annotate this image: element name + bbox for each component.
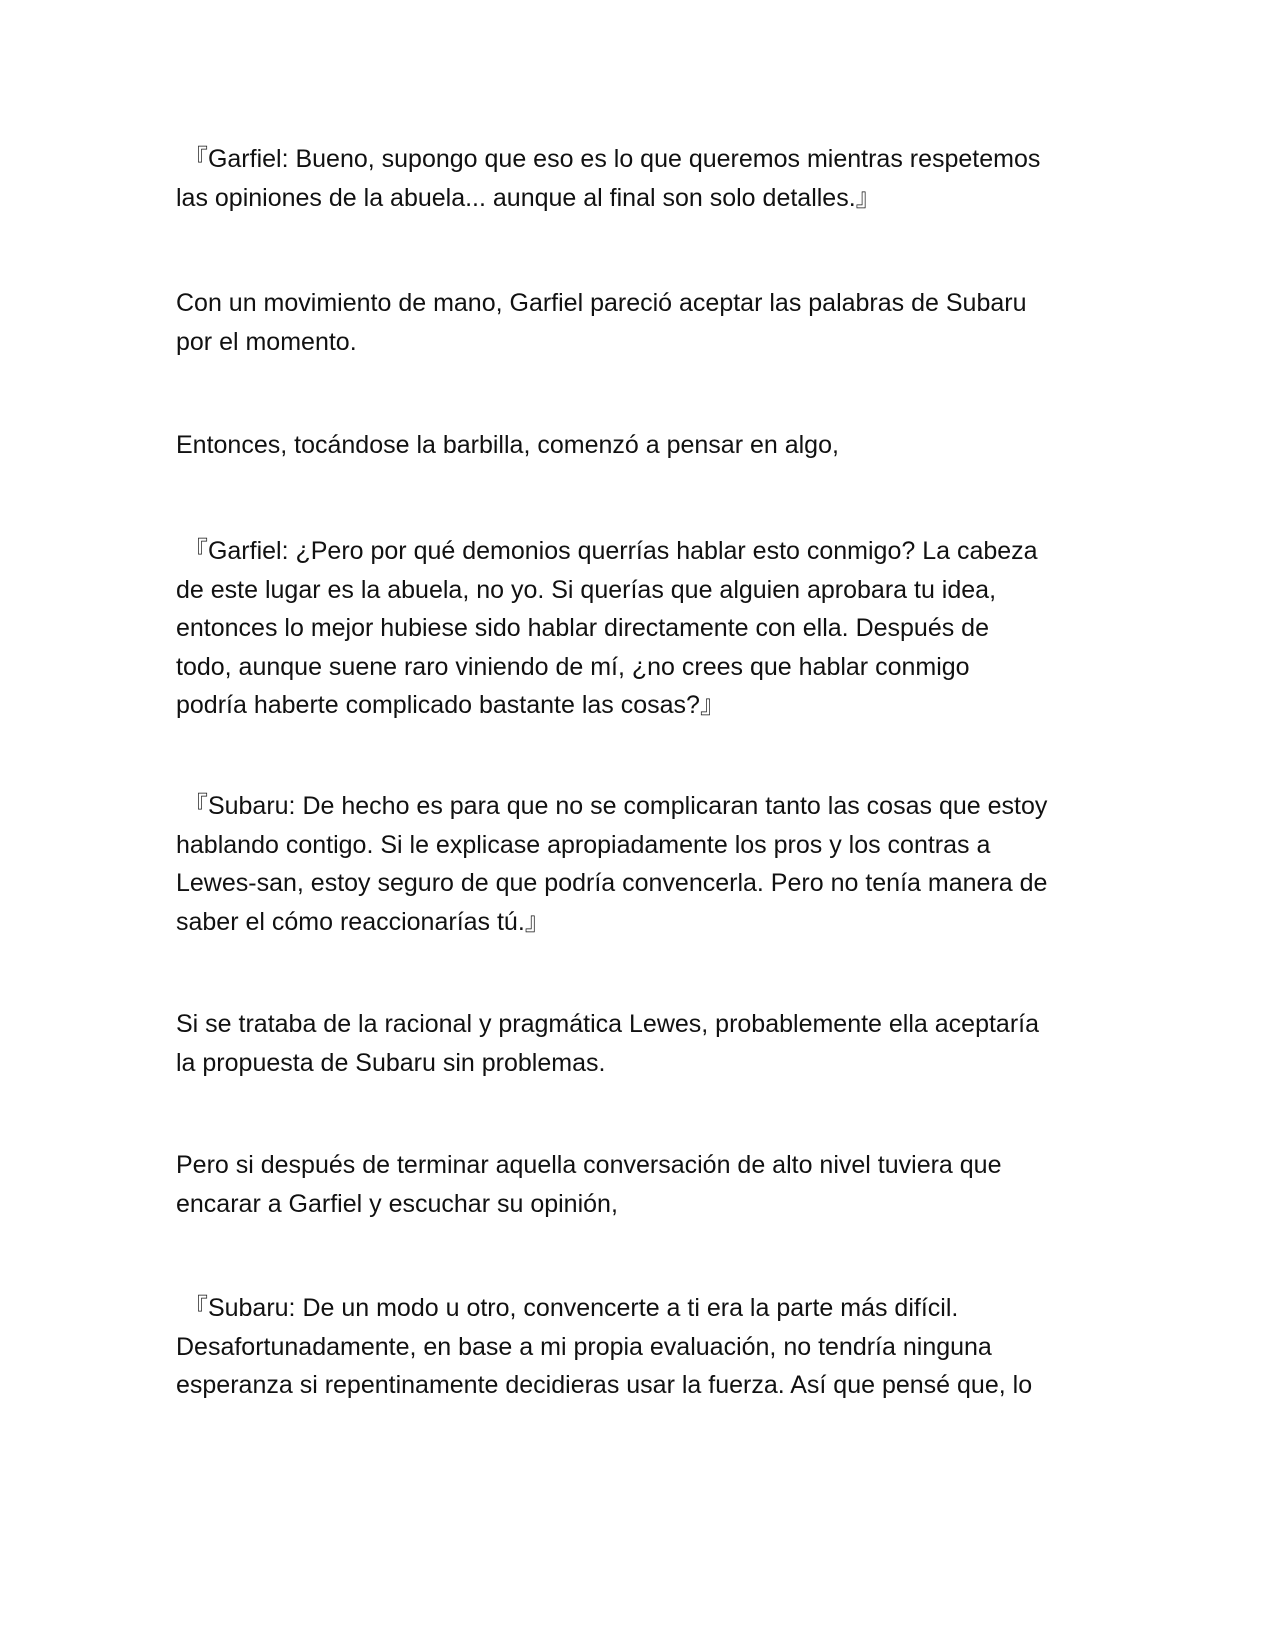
text-line: Desafortunadamente, en base a mi propia evaluación, no tendría ninguna [176,1332,992,1361]
text-line: Si se trataba de la racional y pragmática Lewes, probablemente ella aceptaría [176,1010,1040,1038]
text-line: entonces lo mejor hubiese sido hablar directamente con ella. Después de [176,614,989,642]
text-line: Pero si después de terminar aquella conversación de alto nivel tuviera que [176,1151,1002,1179]
text-line: de este lugar es la abuela, no yo. Si querías que alguien aprobara tu idea, [176,575,997,604]
text-line: 『Garfiel: ¿Pero por qué demonios querrías hablar esto conmigo? La cabeza [176,537,1038,565]
text-line: 『Subaru: De hecho es para que no se complicaran tanto las cosas que estoy [176,792,1048,820]
paragraph-garfiel-bueno [176,140,1106,217]
text-line: podría haberte complicado bastante las cosas?』 [176,691,725,719]
text-line: todo, aunque suene raro viniendo de mí, ¿no crees que hablar conmigo [176,652,970,681]
text-line: encarar a Garfiel y escuchar su opinión, [176,1189,618,1218]
paragraph-garfiel-pregunta [176,532,1106,725]
paragraph-narration-barbilla [176,426,1106,465]
text-line: 『Garfiel: Bueno, supongo que eso es lo que queremos mientras respetemos [176,145,1041,173]
paragraph-narration-lewes [176,1005,1106,1082]
text-line: Lewes-san, estoy seguro de que podría convencerla. Pero no tenía manera de [176,869,1048,897]
paragraph-subaru-respuesta [176,787,1106,941]
text-line: Con un movimiento de mano, Garfiel pareció aceptar las palabras de Subaru [176,289,1027,317]
text-line: hablando contigo. Si le explicase apropiadamente los pros y los contras a [176,830,991,859]
text-line: las opiniones de la abuela... aunque al final son solo detalles.』 [176,183,881,212]
text-line: por el momento. [176,327,357,356]
text-line: esperanza si repentinamente decidieras usar la fuerza. Así que pensé que, lo [176,1371,1033,1399]
text-line: Entonces, tocándose la barbilla, comenzó a pensar en algo, [176,431,839,459]
paragraph-subaru-convencerte [176,1289,1106,1405]
text-line: la propuesta de Subaru sin problemas. [176,1048,606,1077]
paragraph-narration-movimiento [176,284,1106,361]
paragraph-narration-garfiel-opinion [176,1146,1106,1223]
text-line: saber el cómo reaccionarías tú.』 [176,907,550,936]
text-line: 『Subaru: De un modo u otro, convencerte a ti era la parte más difícil. [176,1294,959,1322]
